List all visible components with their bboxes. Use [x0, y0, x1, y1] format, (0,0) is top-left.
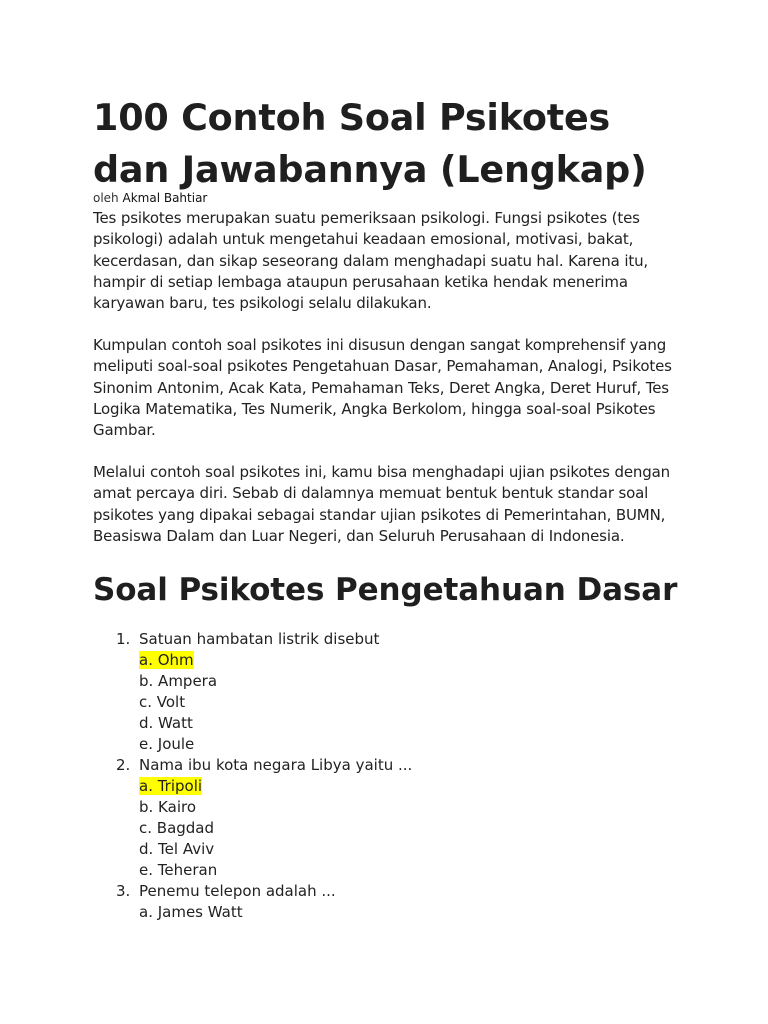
- answer-option: b. Kairo: [139, 798, 197, 816]
- question-item: [93, 629, 678, 755]
- answer-option-highlighted: a. Ohm: [139, 651, 194, 669]
- byline-prefix: oleh: [93, 191, 119, 205]
- answer-option-highlighted: a. Tripoli: [139, 777, 203, 795]
- answer-option: e. Joule: [139, 735, 195, 753]
- benefit-paragraph: Melalui contoh soal psikotes ini, kamu bisa menghadapi ujian psikotes dengan amat percaya diri. Sebab di dalamnya memuat bentuk bentuk standar soal psikotes yang dipakai sebagai standar ujian psikotes di Pemerintahan, BUMN, Beasiswa Dalam dan Luar Negeri, dan Seluruh Perusahaan di Indonesia.: [93, 463, 671, 545]
- intro-paragraph: Tes psikotes merupakan suatu pemeriksaan psikologi. Fungsi psikotes (tes psikologi) adalah untuk mengetahui keadaan emosional, motivasi, bakat, kecerdasan, dan sikap seseorang dalam menghadapi suatu hal. Karena itu, hampir di setiap lembaga ataupun perusahaan ketika hendak menerima karyawan baru, tes psikologi selalu dilakukan.: [93, 209, 649, 313]
- question-number: 2.: [116, 756, 131, 774]
- question-item: [93, 755, 678, 881]
- scope-paragraph: Kumpulan contoh soal psikotes ini disusun dengan sangat komprehensif yang meliputi soal-soal psikotes Pengetahuan Dasar, Pemahaman, Analogi, Psikotes Sinonim Antonim, Acak Kata, Pemahaman Teks, Deret Angka, Deret Huruf, Tes Logika Matematika, Tes Numerik, Angka Berkolom, hingga soal-soal Psikotes Gambar.: [93, 336, 672, 440]
- article-title: 100 Contoh Soal Psikotes dan Jawabannya (Lengkap): [93, 96, 647, 191]
- answer-option: a. James Watt: [139, 903, 243, 921]
- byline: [93, 190, 207, 206]
- answer-option: b. Ampera: [139, 672, 218, 690]
- answer-option: d. Watt: [139, 714, 193, 732]
- answer-option: e. Teheran: [139, 861, 218, 879]
- author-name: Akmal Bahtiar: [122, 191, 208, 205]
- answer-option: d. Tel Aviv: [139, 840, 215, 858]
- question-text: Satuan hambatan listrik disebut: [139, 630, 380, 648]
- question-list: [93, 629, 678, 923]
- question-number: 3.: [116, 882, 131, 900]
- section-heading: Soal Psikotes Pengetahuan Dasar: [93, 572, 678, 608]
- question-text: Nama ibu kota negara Libya yaitu ...: [139, 756, 413, 774]
- answer-option: c. Volt: [139, 693, 186, 711]
- question-number: 1.: [116, 630, 131, 648]
- question-item: [93, 881, 678, 923]
- answer-option: c. Bagdad: [139, 819, 215, 837]
- question-text: Penemu telepon adalah ...: [139, 882, 336, 900]
